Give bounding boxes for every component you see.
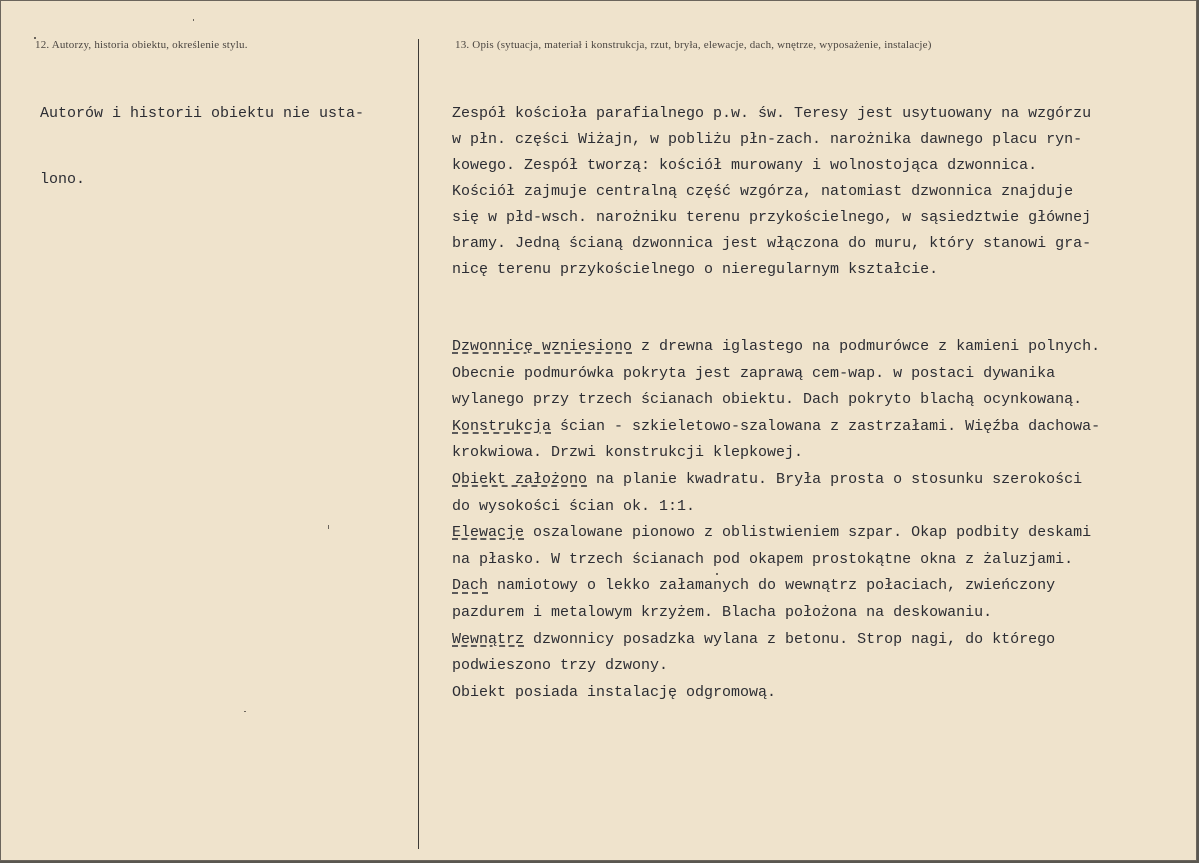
text-line: Kościół zajmuje centralną część wzgórza, natomiast dzwonnica znajduje (452, 183, 1074, 200)
text-line: Autorów i historii obiektu nie usta- (40, 105, 365, 122)
underlined-keyword: Dach (452, 577, 489, 595)
line-text: wylanego przy trzech ścianach obiektu. Dach pokryto blachą ocynkowaną. (452, 391, 1083, 409)
text-line: kowego. Zespół tworzą: kościół murowany i wolnostojąca dzwonnica. (452, 157, 1038, 174)
line-text: do wysokości ścian ok. 1:1. (452, 497, 696, 515)
text-line (452, 680, 1100, 707)
line-text: krokwiowa. Drzwi konstrukcji klepkowej. (452, 444, 804, 462)
text-line (452, 494, 1100, 521)
text-line (452, 520, 1100, 547)
underlined-keyword: Konstrukcja (452, 417, 552, 435)
location-paragraph (452, 101, 1100, 283)
text-line: bramy. Jedną ścianą dzwonnica jest włączona do muru, który stanowi gra- (452, 235, 1092, 252)
text-line (452, 334, 1100, 361)
underlined-keyword: Elewacje (452, 524, 525, 542)
text-line: w płn. części Wiżajn, w pobliżu płn-zach. narożnika dawnego placu ryn- (452, 131, 1083, 148)
text-line (452, 361, 1100, 388)
underlined-keyword: Dzwonnicę wzniesiono (452, 338, 633, 355)
line-text: na płasko. W trzech ścianach pod okapem prostokątne okna z żaluzjami. (452, 550, 1074, 568)
line-text: z drewna iglastego na podmurówce z kamieni polnych. (632, 338, 1101, 355)
line-text: ścian - szkieletowo-szalowana z zastrzałami. Więźba dachowa- (551, 417, 1101, 435)
underlined-keyword: Wewnątrz (452, 630, 525, 648)
text-line (452, 547, 1100, 574)
line-text: na planie kwadratu. Bryła prosta o stosunku szerokości (587, 470, 1083, 488)
line-text: oszalowane pionowo z oblistwieniem szpar. Okap podbity deskami (524, 524, 1092, 542)
paper-speck (34, 37, 36, 39)
line-text: namiotowy o lekko załamanych do wewnątrz połaciach, zwieńczony (488, 577, 1056, 595)
text-line: Zespół kościoła parafialnego p.w. św. Teresy jest usytuowany na wzgórzu (452, 105, 1092, 122)
section-12-header: 12. Autorzy, historia obiektu, określenie stylu. (35, 39, 248, 51)
text-line (452, 627, 1100, 654)
authors-history-text (40, 59, 364, 235)
text-line (452, 387, 1100, 414)
section-13-header: 13. Opis (sytuacja, materiał i konstrukcja, rzut, bryła, elewacje, dach, wnętrze, wyposażenie, instalacje) (455, 39, 932, 51)
underlined-keyword: Obiekt założono (452, 470, 588, 488)
text-line (452, 600, 1100, 627)
text-line (452, 467, 1100, 494)
paper-speck (716, 573, 718, 575)
text-line: się w płd-wsch. narożniku terenu przykościelnego, w sąsiedztwie głównej (452, 209, 1092, 226)
column-divider (418, 39, 419, 849)
line-text: podwieszono trzy dzwony. (452, 657, 669, 675)
text-line: lono. (40, 171, 86, 188)
line-text: Obecnie podmurówka pokryta jest zaprawą cem-wap. w postaci dywanika (452, 364, 1056, 382)
paper-speck (328, 525, 329, 529)
paper-speck (244, 711, 246, 712)
description-text (452, 67, 1100, 740)
belfry-paragraph (452, 334, 1100, 706)
line-text: dzwonnicy posadzka wylana z betonu. Strop nagi, do którego (524, 630, 1056, 648)
line-text: Obiekt posiada instalację odgromową. (452, 683, 777, 701)
line-text: pazdurem i metalowym krzyżem. Blacha położona na deskowaniu. (452, 603, 993, 621)
text-line: nicę terenu przykościelnego o nieregularnym kształcie. (452, 261, 939, 278)
text-line (452, 414, 1100, 441)
text-line (452, 440, 1100, 467)
paper-speck (193, 19, 194, 21)
text-line (452, 573, 1100, 600)
text-line (452, 653, 1100, 680)
